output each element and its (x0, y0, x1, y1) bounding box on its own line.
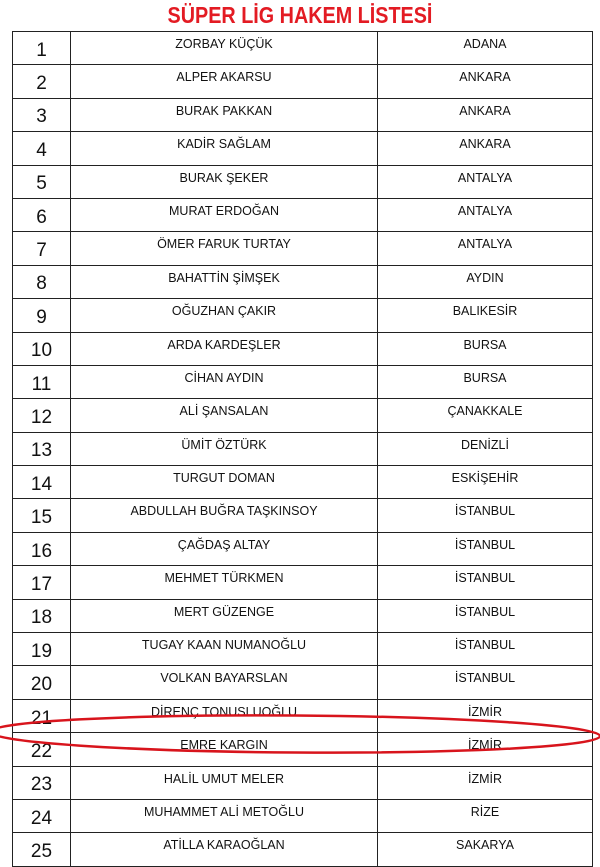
table-row (13, 365, 593, 398)
row-number: 3 (13, 98, 71, 131)
referee-name: VOLKAN BAYARSLAN (71, 666, 378, 699)
row-number: 23 (13, 766, 71, 799)
table-row (13, 766, 593, 799)
referee-city: İSTANBUL (378, 599, 593, 632)
referee-name: BURAK PAKKAN (71, 98, 378, 131)
row-number: 8 (13, 265, 71, 298)
row-number: 16 (13, 532, 71, 565)
row-number: 2 (13, 65, 71, 98)
row-number: 24 (13, 799, 71, 832)
table-row (13, 332, 593, 365)
row-number: 21 (13, 699, 71, 732)
table-row (13, 499, 593, 532)
table-row (13, 265, 593, 298)
referee-name: MEHMET TÜRKMEN (71, 566, 378, 599)
table-row (13, 65, 593, 98)
referee-name: EMRE KARGIN (71, 733, 378, 766)
referee-table-body (13, 32, 593, 867)
referee-table (12, 31, 593, 867)
table-row (13, 666, 593, 699)
row-number: 5 (13, 165, 71, 198)
table-row (13, 132, 593, 165)
row-number: 10 (13, 332, 71, 365)
referee-city: İZMİR (378, 766, 593, 799)
row-number: 13 (13, 432, 71, 465)
referee-name: BAHATTİN ŞİMŞEK (71, 265, 378, 298)
referee-name: CİHAN AYDIN (71, 365, 378, 398)
row-number: 6 (13, 198, 71, 231)
row-number: 20 (13, 666, 71, 699)
row-number: 14 (13, 466, 71, 499)
table-row (13, 466, 593, 499)
table-row-highlighted (13, 799, 593, 832)
referee-name: MURAT ERDOĞAN (71, 198, 378, 231)
row-number: 15 (13, 499, 71, 532)
table-row (13, 633, 593, 666)
referee-city: İZMİR (378, 699, 593, 732)
table-row (13, 232, 593, 265)
table-row (13, 699, 593, 732)
referee-city: BURSA (378, 332, 593, 365)
row-number: 12 (13, 399, 71, 432)
referee-name: KADİR SAĞLAM (71, 132, 378, 165)
referee-city: BALIKESİR (378, 299, 593, 332)
row-number: 18 (13, 599, 71, 632)
row-number: 4 (13, 132, 71, 165)
referee-city: AYDIN (378, 265, 593, 298)
table-row (13, 165, 593, 198)
referee-city: ANKARA (378, 98, 593, 131)
referee-name: HALİL UMUT MELER (71, 766, 378, 799)
referee-name: TUGAY KAAN NUMANOĞLU (71, 633, 378, 666)
table-row (13, 733, 593, 766)
referee-city: İSTANBUL (378, 633, 593, 666)
referee-name: ATİLLA KARAOĞLAN (71, 833, 378, 866)
row-number: 19 (13, 633, 71, 666)
referee-name: ZORBAY KÜÇÜK (71, 32, 378, 65)
table-row (13, 566, 593, 599)
referee-name: BURAK ŞEKER (71, 165, 378, 198)
row-number: 22 (13, 733, 71, 766)
table-row (13, 399, 593, 432)
row-number: 17 (13, 566, 71, 599)
referee-city: İSTANBUL (378, 666, 593, 699)
referee-city: ANTALYA (378, 232, 593, 265)
referee-city: ESKİŞEHİR (378, 466, 593, 499)
table-row (13, 532, 593, 565)
referee-city: İZMİR (378, 733, 593, 766)
referee-city: ADANA (378, 32, 593, 65)
referee-city: ANKARA (378, 65, 593, 98)
table-row (13, 432, 593, 465)
referee-city: İSTANBUL (378, 532, 593, 565)
table-row (13, 833, 593, 866)
referee-city: DENİZLİ (378, 432, 593, 465)
referee-city: ANTALYA (378, 198, 593, 231)
row-number: 9 (13, 299, 71, 332)
row-number: 25 (13, 833, 71, 866)
referee-name: ALİ ŞANSALAN (71, 399, 378, 432)
referee-city: ANKARA (378, 132, 593, 165)
page-title: SÜPER LİG HAKEM LİSTESİ (167, 2, 433, 28)
referee-name: MERT GÜZENGE (71, 599, 378, 632)
referee-name: ARDA KARDEŞLER (71, 332, 378, 365)
referee-city: İSTANBUL (378, 566, 593, 599)
row-number: 1 (13, 32, 71, 65)
referee-city: SAKARYA (378, 833, 593, 866)
referee-city: İSTANBUL (378, 499, 593, 532)
table-row (13, 32, 593, 65)
referee-name: ABDULLAH BUĞRA TAŞKINSOY (71, 499, 378, 532)
referee-city: ÇANAKKALE (378, 399, 593, 432)
row-number: 11 (13, 365, 71, 398)
referee-city: BURSA (378, 365, 593, 398)
referee-name: ÜMİT ÖZTÜRK (71, 432, 378, 465)
referee-name: OĞUZHAN ÇAKIR (71, 299, 378, 332)
referee-name: ALPER AKARSU (71, 65, 378, 98)
referee-city: ANTALYA (378, 165, 593, 198)
table-row (13, 299, 593, 332)
referee-name: MUHAMMET ALİ METOĞLU (71, 799, 378, 832)
referee-name: DİRENÇ TONUSLUOĞLU (71, 699, 378, 732)
row-number: 7 (13, 232, 71, 265)
referee-name: ÖMER FARUK TURTAY (71, 232, 378, 265)
referee-city: RİZE (378, 799, 593, 832)
referee-name: TURGUT DOMAN (71, 466, 378, 499)
table-row (13, 198, 593, 231)
referee-name: ÇAĞDAŞ ALTAY (71, 532, 378, 565)
table-row (13, 599, 593, 632)
table-row (13, 98, 593, 131)
